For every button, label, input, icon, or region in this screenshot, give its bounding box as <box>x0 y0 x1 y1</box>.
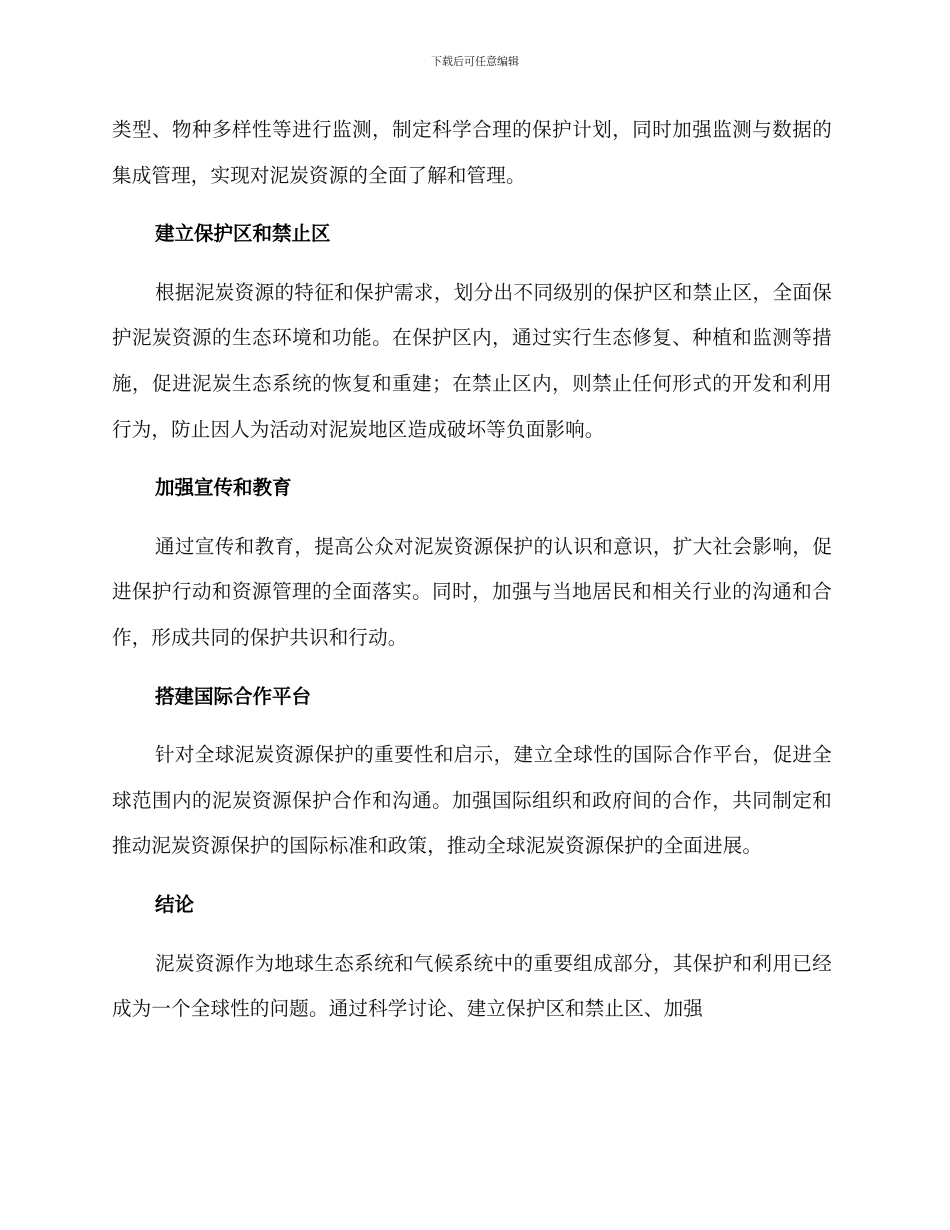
spacer <box>112 869 832 882</box>
section-heading-education: 加强宣传和教育 <box>155 476 292 500</box>
spacer <box>112 257 832 270</box>
section-heading-reserve: 建立保护区和禁止区 <box>155 222 331 246</box>
spacer <box>112 511 832 524</box>
spacer <box>112 719 832 732</box>
section-heading-international: 搭建国际合作平台 <box>155 684 312 708</box>
spacer <box>112 198 832 211</box>
section-heading-conclusion: 结论 <box>155 892 195 916</box>
spacer <box>112 661 832 674</box>
paragraph-intro: 类型、物种多样性等进行监测，制定科学合理的保护计划，同时加强监测与数据的集成管理，实现对泥炭资源的全面了解和管理。 <box>112 118 832 187</box>
paragraph-conclusion: 泥炭资源作为地球生态系统和气候系统中的重要组成部分，其保护和利用已经成为一个全球性的问题。通过科学讨论、建立保护区和禁止区、加强 <box>112 951 832 1021</box>
paragraph-education: 通过宣传和教育，提高公众对泥炭资源保护的认识和意识，扩大社会影响，促进保护行动和资源管理的全面落实。同时，加强与当地居民和相关行业的沟通和合作，形成共同的保护共识和行动。 <box>112 534 832 649</box>
document-body <box>112 107 832 1032</box>
spacer <box>112 928 832 941</box>
paragraph-reserve: 根据泥炭资源的特征和保护需求，划分出不同级别的保护区和禁止区，全面保护泥炭资源的生态环境和功能。在保护区内，通过实行生态修复、种植和监测等措施，促进泥炭生态系统的恢复和重建；在禁止区内，则禁止任何形式的开发和利用行为，防止因人为活动对泥炭地区造成破坏等负面影响。 <box>112 280 832 441</box>
paragraph-international: 针对全球泥炭资源保护的重要性和启示，建立全球性的国际合作平台，促进全球范围内的泥炭资源保护合作和沟通。加强国际组织和政府间的合作，共同制定和推动泥炭资源保护的国际标准和政策，推动全球泥炭资源保护的全面进展。 <box>112 743 832 858</box>
page-header: 下载后可任意编辑 <box>431 55 519 68</box>
spacer <box>112 452 832 465</box>
